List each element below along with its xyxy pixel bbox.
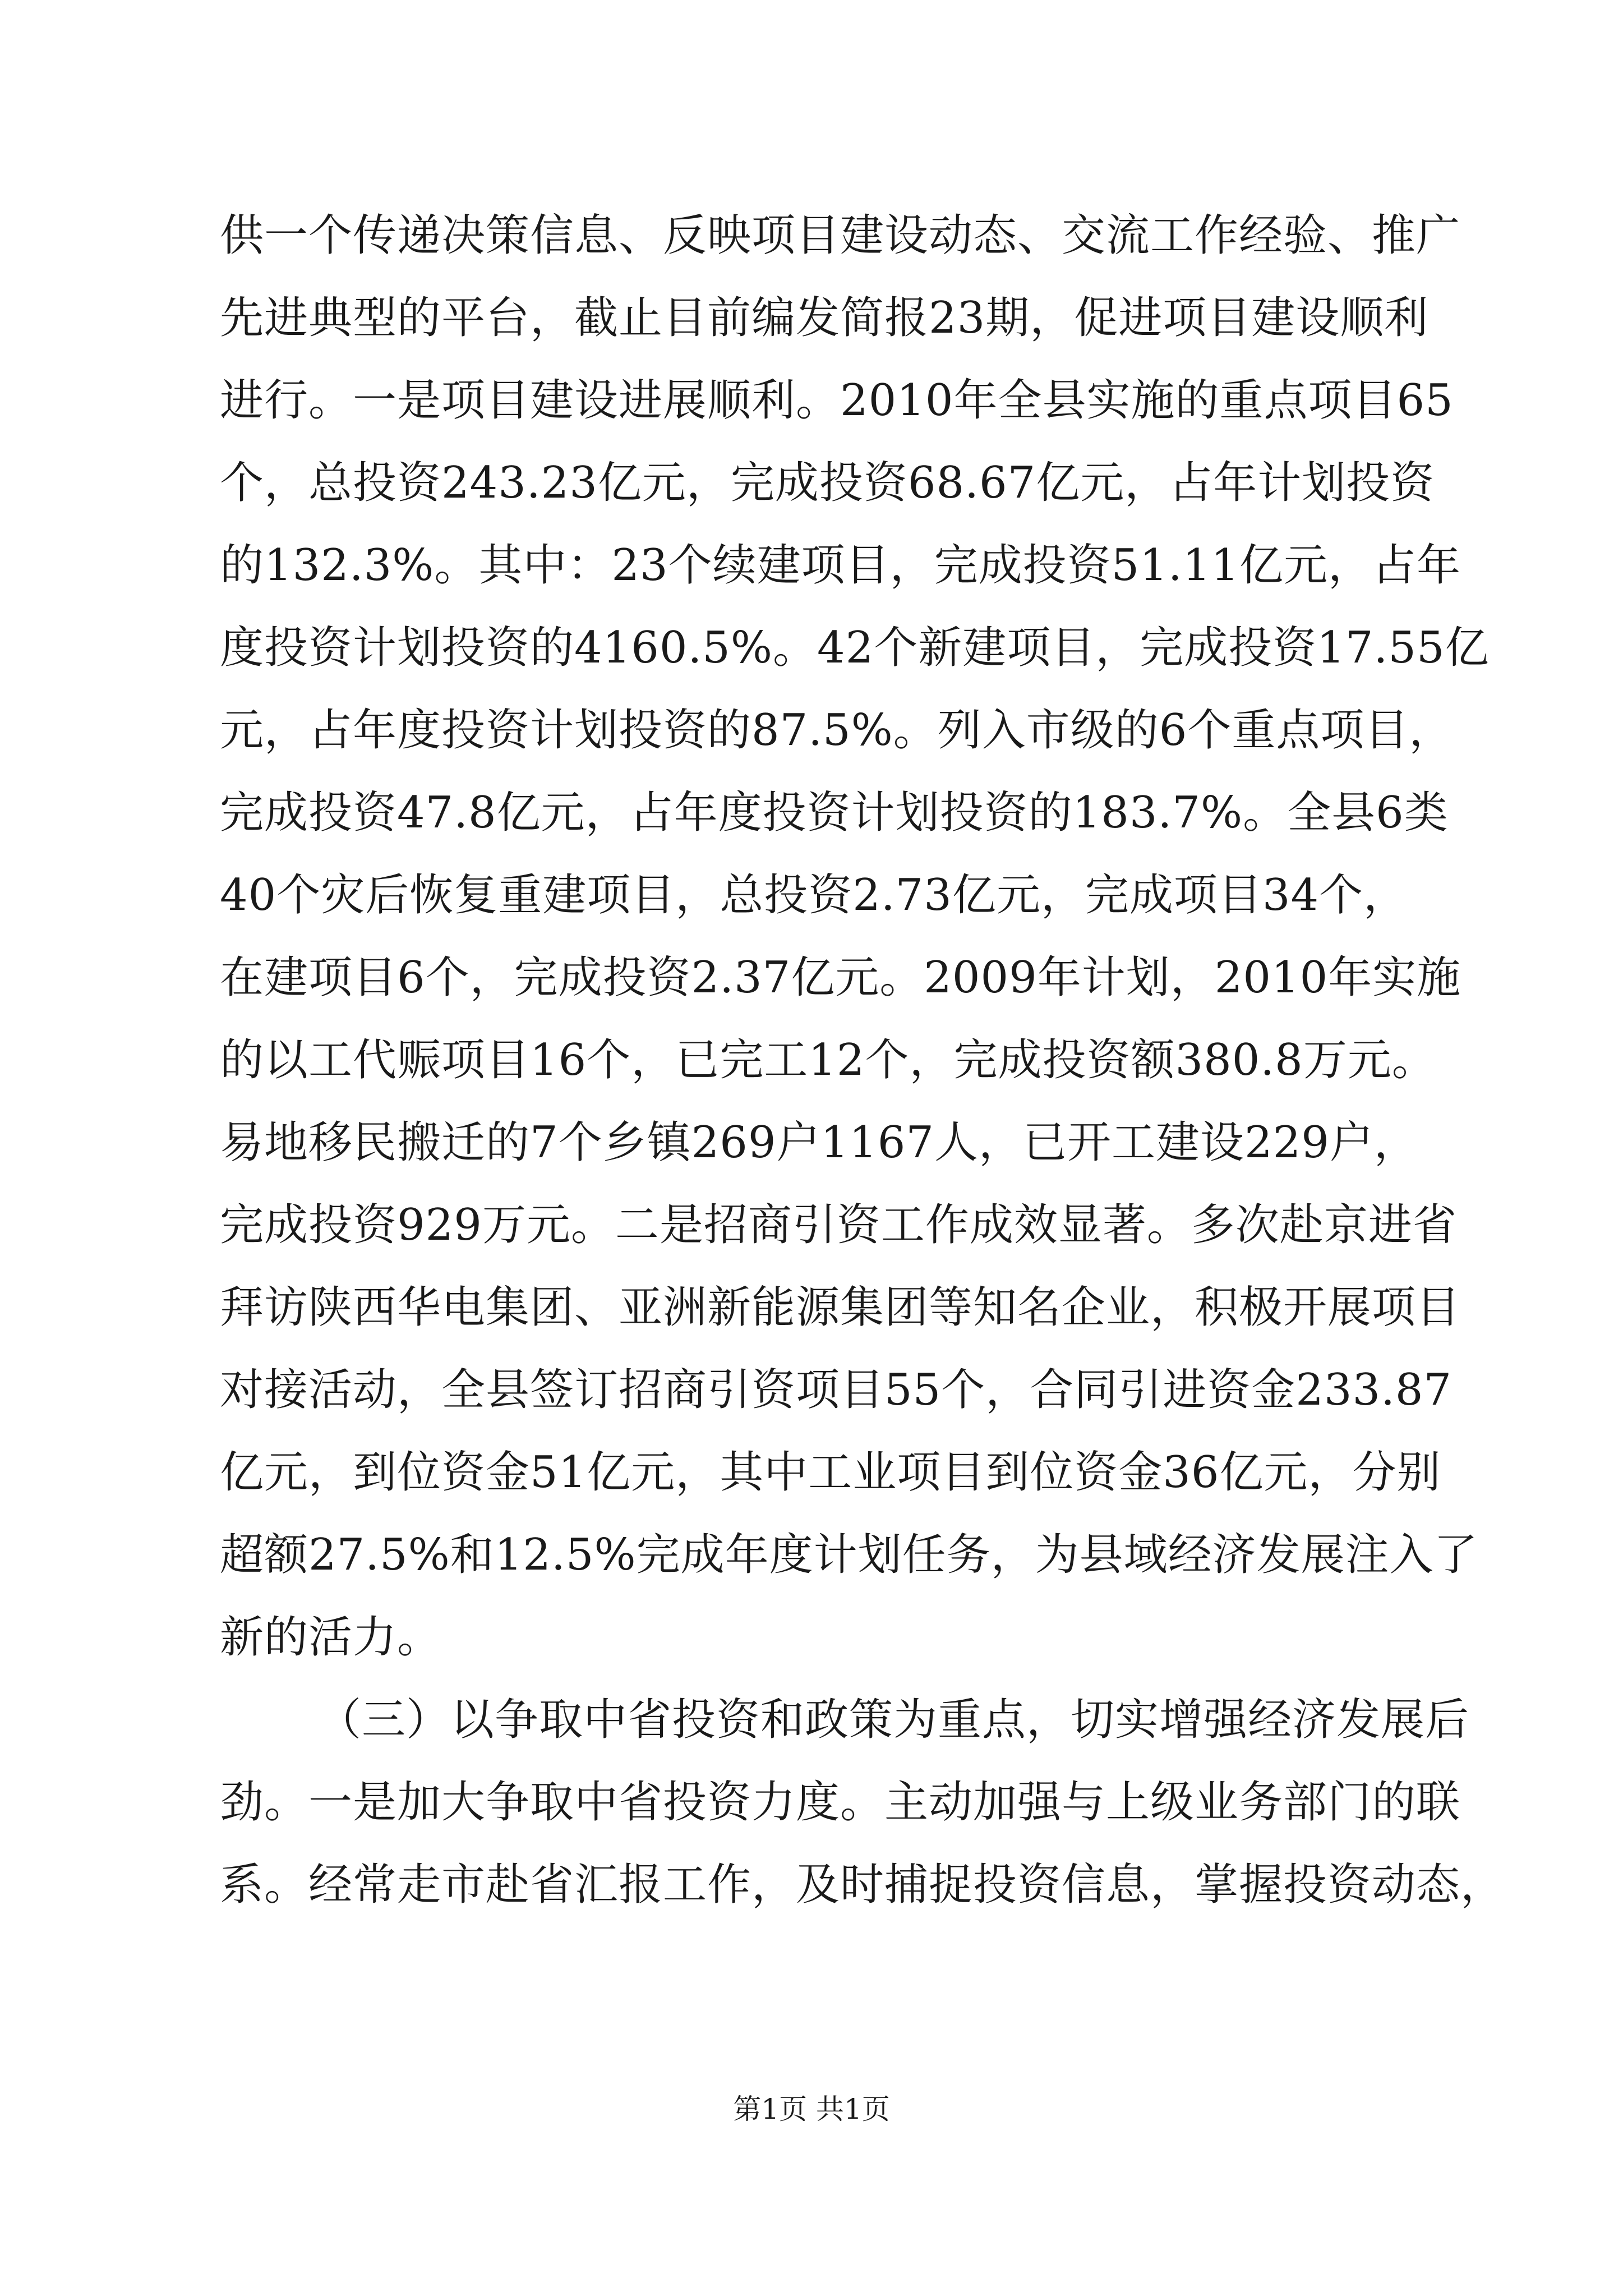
text-line: 元，占年度投资计划投资的87.5%。列入市级的6个重点项目， bbox=[220, 705, 1454, 756]
text-line: 易地移民搬迁的7个乡镇269户1167人，已开工建设229户， bbox=[220, 1117, 1418, 1168]
text-line: 完成投资47.8亿元，占年度投资计划投资的183.7%。全县6类 bbox=[220, 788, 1449, 838]
text-line: 拜访陕西华电集团、亚洲新能源集团等知名企业，积极开展项目 bbox=[220, 1282, 1461, 1333]
text-line: 供一个传递决策信息、反映项目建设动态、交流工作经验、推广 bbox=[220, 210, 1461, 261]
text-line: 劲。一是加大争取中省投资力度。主动加强与上级业务部门的联 bbox=[220, 1777, 1461, 1828]
text-line: 40个灾后恢复重建项目，总投资2.73亿元，完成项目34个， bbox=[220, 870, 1408, 921]
text-line: 的132.3%。其中：23个续建项目，完成投资51.11亿元，占年 bbox=[220, 540, 1461, 591]
page-footer: 第1页 共1页 bbox=[733, 2093, 890, 2125]
text-line: 个，总投资243.23亿元，完成投资68.67亿元，占年计划投资 bbox=[220, 458, 1435, 508]
text-line: 亿元，到位资金51亿元，其中工业项目到位资金36亿元，分别 bbox=[220, 1447, 1441, 1498]
text-line: 进行。一是项目建设进展顺利。2010年全县实施的重点项目65 bbox=[220, 375, 1454, 426]
text-line: 先进典型的平台，截止目前编发简报23期，促进项目建设顺利 bbox=[220, 293, 1429, 343]
section-heading-line: （三）以争取中省投资和政策为重点，切实增强经济发展后 bbox=[317, 1695, 1470, 1745]
text-line: 新的活力。 bbox=[220, 1612, 442, 1663]
text-line: 完成投资929万元。二是招商引资工作成效显著。多次赴京进省 bbox=[220, 1200, 1457, 1250]
text-line: 的以工代赈项目16个，已完工12个，完成投资额380.8万元。 bbox=[220, 1035, 1436, 1085]
text-line: 度投资计划投资的4160.5%。42个新建项目，完成投资17.55亿 bbox=[220, 623, 1490, 673]
text-line: 系。经常走市赴省汇报工作，及时捕捉投资信息，掌握投资动态， bbox=[220, 1860, 1505, 1910]
text-line: 超额27.5%和12.5%完成年度计划任务，为县域经济发展注入了 bbox=[220, 1530, 1478, 1580]
text-line: 对接活动，全县签订招商引资项目55个，合同引进资金233.87 bbox=[220, 1365, 1453, 1415]
text-line: 在建项目6个，完成投资2.37亿元。2009年计划，2010年实施 bbox=[220, 953, 1461, 1003]
